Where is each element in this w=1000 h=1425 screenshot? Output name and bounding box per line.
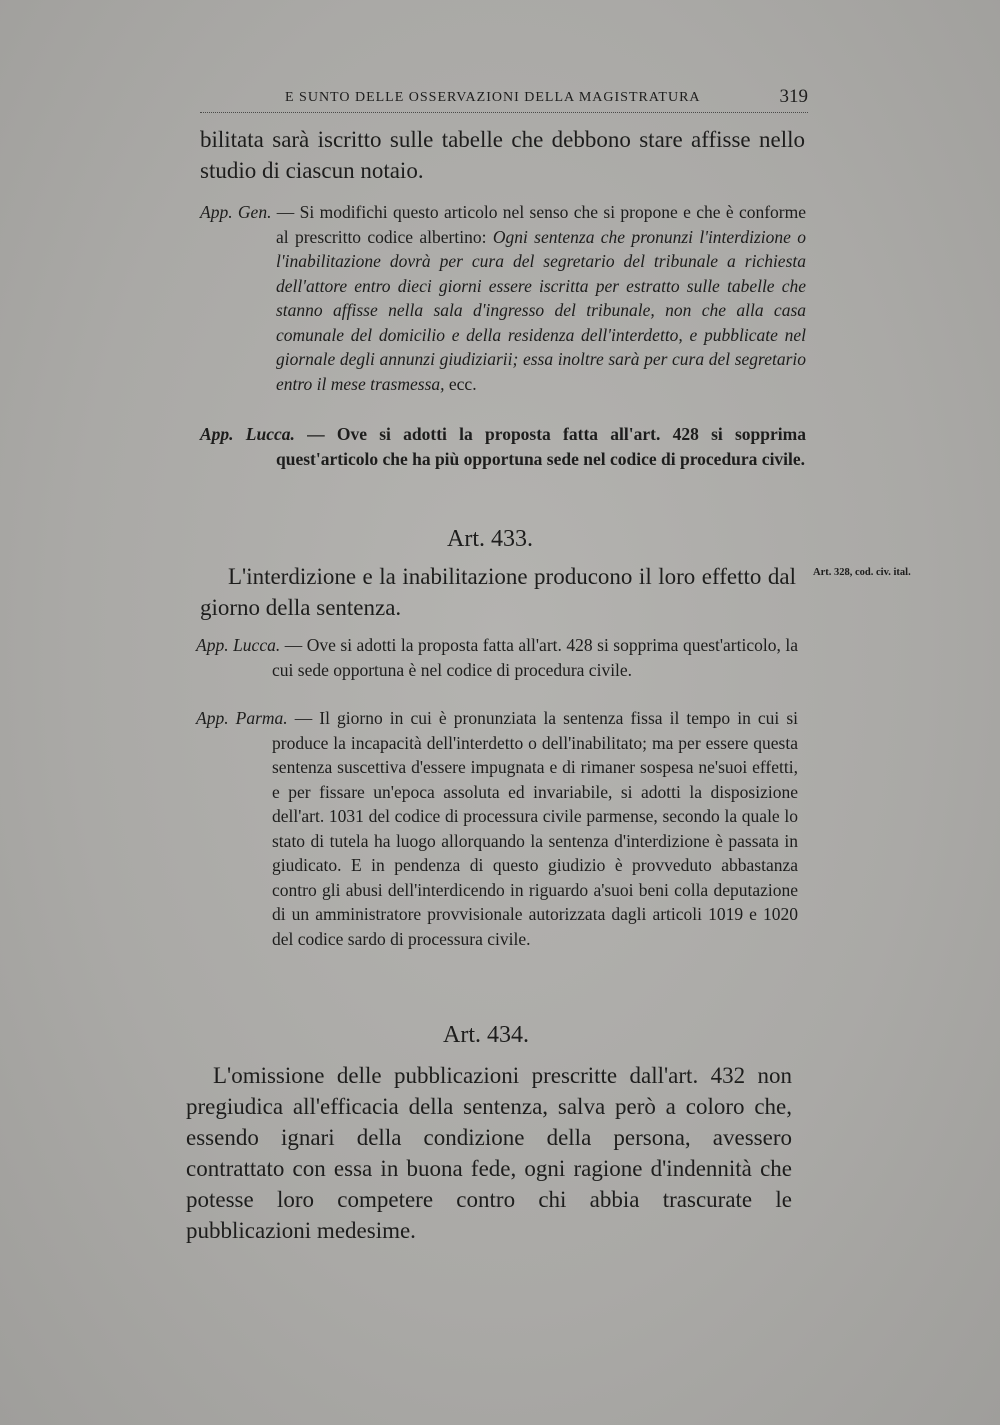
note-text-lucca-432: — Ove si adotti la proposta fatta all'art. 428 si sopprima quest'articolo che ha più opportuna sede nel codice di procedura civile.	[276, 424, 806, 469]
note-end-gen: ecc.	[444, 373, 477, 394]
article-434-text: L'omissione delle pubblicazioni prescritte dall'art. 432 non pregiudica all'efficacia della sentenza, salva però a coloro che, essendo ignari della condizione della persona, avessero contrattato con essa in buona fede, ogni ragione d'indennità che potesse loro competere contro chi abbia trascurate le pubblicazioni medesime.	[186, 1063, 792, 1243]
article-433-heading: Art. 433.	[447, 526, 533, 552]
note-app-lucca-433	[196, 633, 798, 682]
running-title: E SUNTO DELLE OSSERVAZIONI DELLA MAGISTRATURA	[285, 90, 701, 105]
note-source-parma-433: App. Parma.	[196, 708, 288, 728]
note-source-gen: App. Gen.	[200, 202, 272, 222]
note-text-lucca-433: — Ove si adotti la proposta fatta all'art. 428 si sopprima quest'articolo, la cui sede opportuna è nel codice di procedura civile.	[272, 635, 798, 680]
note-app-parma-433	[196, 706, 799, 951]
intro-paragraph: bilitata sarà iscritto sulle tabelle che debbono stare affisse nello studio di ciascun notaio.	[200, 127, 805, 183]
note-source-lucca-432: App. Lucca.	[200, 424, 295, 444]
margin-reference-433: Art. 328, cod. civ. ital.	[813, 567, 911, 578]
article-433-text: L'interdizione e la inabilitazione producono il loro effetto dal giorno della sentenza.	[200, 564, 796, 620]
note-text-gen: — Si modifichi questo articolo nel senso che si propone e che è conforme al prescritto codice albertino:	[271, 202, 806, 247]
note-quote-gen: Ogni sentenza che pronunzi l'interdizione o l'inabilitazione dovrà per cura del segretario del tribunale a richiesta dell'attore entro dieci giorni essere iscritta per estratto sulle tabelle che stanno affisse nella sala d'ingresso del tribunale, non che alla casa comunale del domicilio e della residenza dell'interdetto, e pubblicate nel giornale degli annunzi giudiziarii; essa inoltre sarà per cura del segretario entro il mese trasmessa,	[276, 226, 806, 394]
page-number: 319	[779, 86, 808, 107]
note-text-parma-433: — Il giorno in cui è pronunziata la sentenza fissa il tempo in cui si produce la incapacità dell'interdetto o dell'inabilitato; ma per essere questa sentenza suscettiva d'essere impugnata e di rimaner sospesa ne'suoi effetti, e per fissare un'epoca assoluta ed invariabile, si adotti la disposizione dell'art. 1031 del codice di processura civile parmense, secondo la quale lo stato di tutela ha luogo allorquando la sentenza d'interdizione è passata in giudicato. E in pendenza di questo giudizio è provveduto abbastanza contro gli abusi dell'interdicendo in riguardo a'suoi beni colla deputazione di un amministratore provvisionale autorizzata dagli articoli 1019 e 1020 del codice sardo di processura civile.	[272, 708, 799, 949]
note-source-lucca-433: App. Lucca.	[196, 635, 281, 655]
note-app-gen	[200, 200, 806, 396]
article-434-heading: Art. 434.	[443, 1022, 529, 1048]
page-header	[200, 88, 808, 113]
note-app-lucca-432	[200, 422, 806, 471]
